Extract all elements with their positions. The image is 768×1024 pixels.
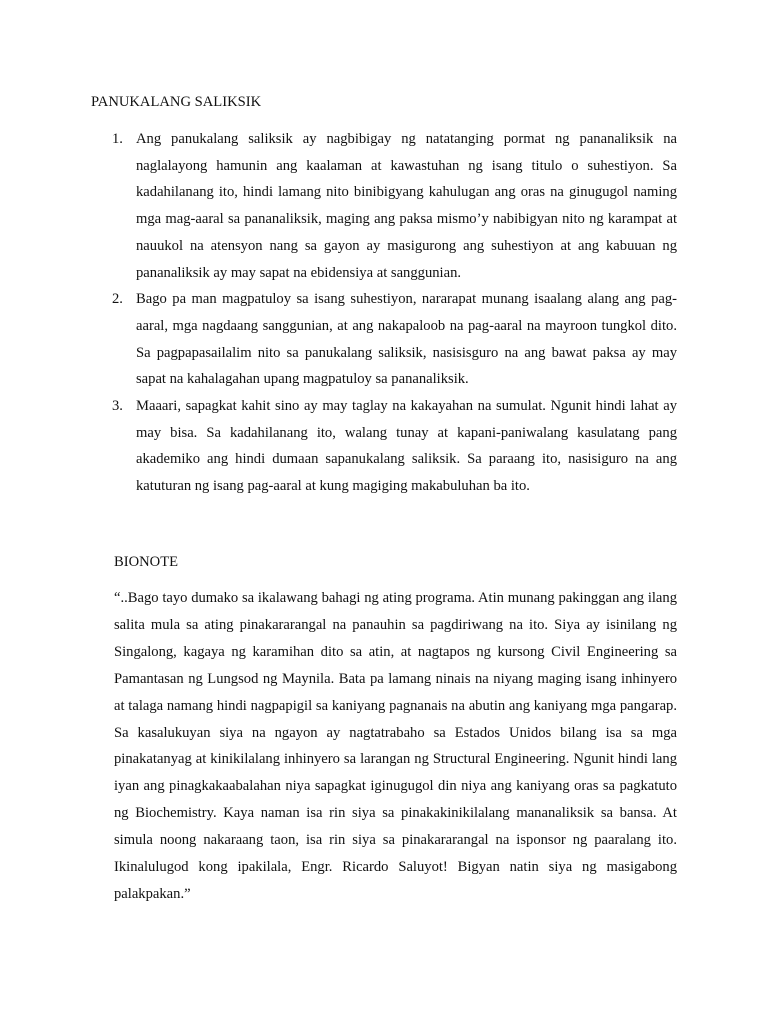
list-item-text: Bago pa man magpatuloy sa isang suhestiyon, nararapat munang isaalang alang ang pag-aaral, mga nagdaang sanggunian, at ang nakapaloob na pag-aaral na mayroon tungkol dito. Sa pagpapasailalim nito sa panukalang saliksik, nasisisguro na ang bawat paksa ay may sapat na kahalagahan upang magpatuloy sa pananaliksik. bbox=[136, 291, 677, 388]
list-item bbox=[91, 126, 677, 286]
section-heading-panukalang-saliksik: PANUKALANG SALIKSIK bbox=[91, 94, 262, 110]
list-item bbox=[91, 393, 677, 500]
numbered-list bbox=[91, 126, 677, 500]
list-item-text: Ang panukalang saliksik ay nagbibigay ng natatanging pormat ng pananaliksik na naglalayong hamunin ang kaalaman at kawastuhan ng isang titulo o suhestiyon. Sa kadahilanang ito, hindi lamang nito binibigyang kahulugan ang oras na ginugugol naming mga mag-aaral sa pananaliksik, maging ang paksa mismo’y nabibigyan nito ng karampat at nauukol na atensyon nang sa gayon ay masigurong ang suhestiyon at ang kabuuan ng pananaliksik ay may sapat na ebidensiya at sanggunian. bbox=[136, 131, 677, 281]
list-number: 1. bbox=[112, 131, 123, 147]
bionote-paragraph: “..Bago tayo dumako sa ikalawang bahagi ng ating programa. Atin munang pakinggan ang ilang salita mula sa ating pinakararangal na panauhin sa pagdiriwang na ito. Siya ay isinilang ng Singalong, kagaya ng karamihan dito sa atin, at nagtapos ng kursong Civil Engineering sa Pamantasan ng Lungsod ng Maynila. Bata pa lamang ninais na niyang maging isang inhinyero at talaga namang hindi nagpapigil sa kaniyang pagnanais na abutin ang kaniyang mga pangarap. Sa kasalukuyan siya na ngayon ay nagtatrabaho sa Estados Unidos bilang isa sa mga pinakatanyag at kinikilalang inhinyero sa larangan ng Structural Engineering. Ngunit hindi lang iyan ang pinagkakaabalahan niya sapagkat iginugugol din niya ang kaniyang oras sa pagkatuto ng Biochemistry. Kaya naman isa rin siya sa pinakakinikilalang mananaliksik sa bansa. At simula noong nakaraang taon, isa rin siya sa pinakararangal na isponsor ng paaralang ito. Ikinalulugod kong ipakilala, Engr. Ricardo Saluyot! Bigyan natin siya ng masigabong palakpakan.” bbox=[114, 590, 677, 902]
section-heading-bionote: BIONOTE bbox=[114, 554, 179, 570]
list-item bbox=[91, 286, 677, 393]
list-item-text: Maaari, sapagkat kahit sino ay may taglay na kakayahan na sumulat. Ngunit hindi lahat ay may bisa. Sa kadahilanang ito, walang tunay at kapani-paniwalang kasulatang pang akademiko ang hindi dumaan sapanukalang saliksik. Sa paraang ito, nasisiguro na ang katuturan ng isang pag-aaral at kung magiging makabuluhan ba ito. bbox=[136, 398, 677, 495]
list-number: 3. bbox=[112, 398, 123, 415]
list-number: 2. bbox=[112, 291, 123, 308]
